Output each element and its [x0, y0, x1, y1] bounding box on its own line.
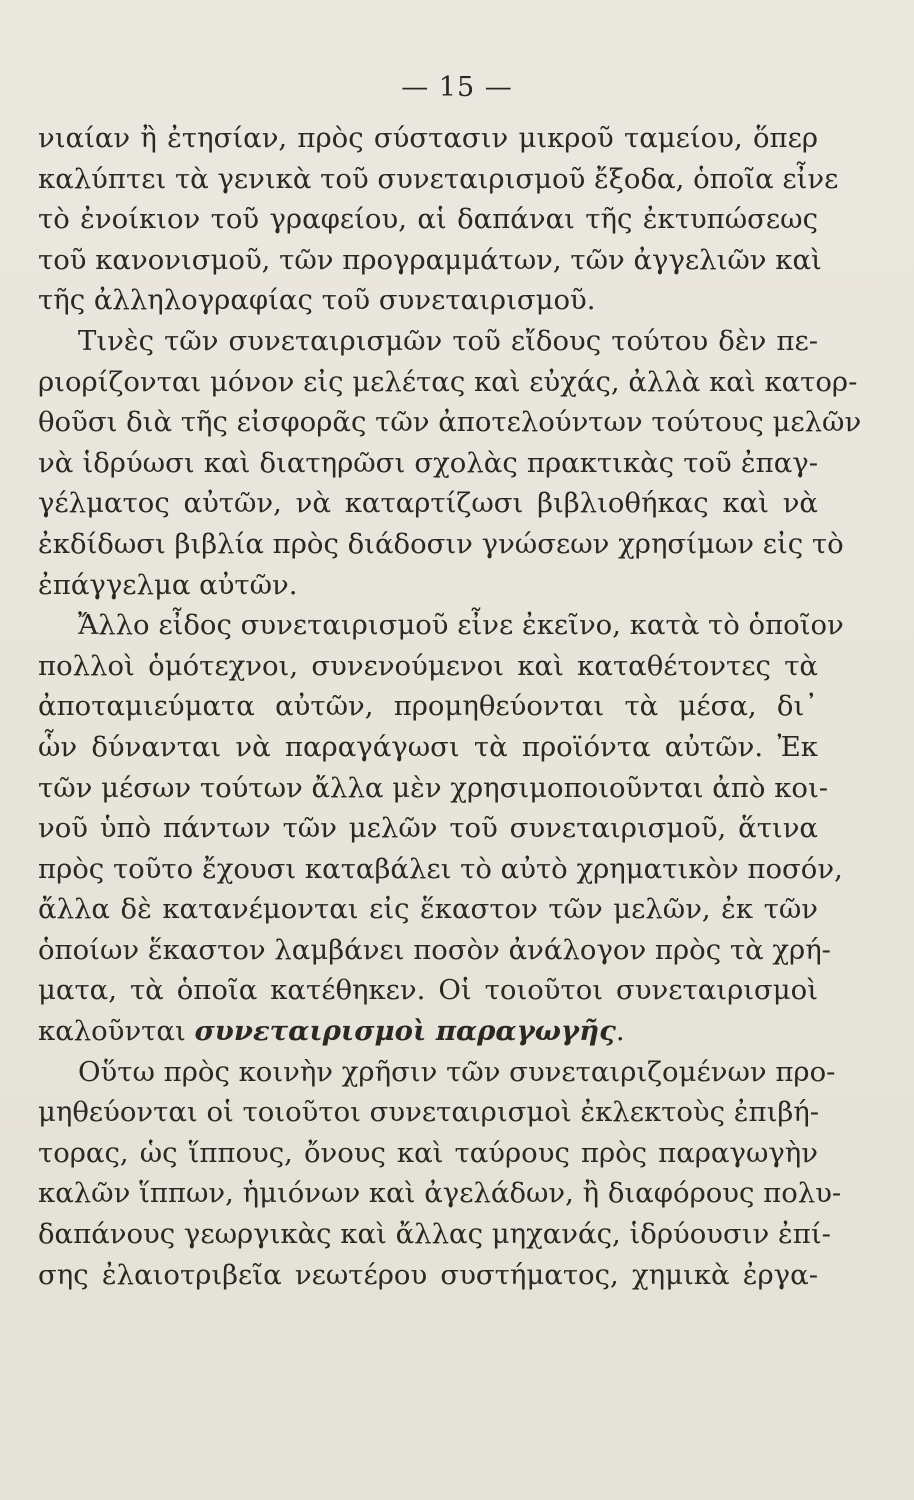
text-line: πολλοὶ ὁμότεχνοι, συνενούμενοι καὶ καταθέτοντες τὰ [38, 649, 818, 682]
text-line: καλύπτει τὰ γενικὰ τοῦ συνεταιρισμοῦ ἔξοδα, ὁποῖα εἶνε [38, 162, 839, 195]
text-line: σης ἐλαιοτριβεῖα νεωτέρου συστήματος, χημικὰ ἐργα- [38, 1258, 818, 1291]
text-line: θοῦσι διὰ τῆς εἰσφορᾶς τῶν ἀποτελούντων τούτους μελῶν [38, 406, 862, 439]
text-line: γέλματος αὐτῶν, νὰ καταρτίζωσι βιβλιοθήκας καὶ νὰ [38, 487, 818, 520]
text-line: νοῦ ὑπὸ πάντων τῶν μελῶν τοῦ συνεταιρισμοῦ, ἅτινα [38, 812, 818, 845]
text-line: ἐπάγγελμα αὐτῶν. [38, 568, 298, 601]
text-line: τὸ ἐνοίκιον τοῦ γραφείου, αἱ δαπάναι τῆς ἐκτυπώσεως [38, 203, 818, 236]
text-line: πρὸς τοῦτο ἔχουσι καταβάλει τὸ αὐτὸ χρηματικὸν ποσόν, [38, 852, 843, 885]
text-line: τορας, ὡς ἵππους, ὄνους καὶ ταύρους πρὸς παραγωγὴν [38, 1136, 818, 1169]
text-line: δαπάνους γεωργικὰς καὶ ἄλλας μηχανάς, ἱδρύουσιν ἐπί- [38, 1218, 831, 1251]
text-line: ὁποίων ἕκαστον λαμβάνει ποσὸν ἀνάλογον πρὸς τὰ χρή- [38, 933, 831, 966]
text-line: Οὕτω πρὸς κοινὴν χρῆσιν τῶν συνεταιριζομένων προ- [78, 1055, 836, 1088]
text-line: ἀποταμιεύματα αὐτῶν, προμηθεύονται τὰ μέσα, δι᾽ [38, 690, 818, 723]
text-line: τοῦ κανονισμοῦ, τῶν προγραμμάτων, τῶν ἀγγελιῶν καὶ [38, 243, 822, 276]
text-line: ἐκδίδωσι βιβλία πρὸς διάδοσιν γνώσεων χρησίμων εἰς τὸ [38, 527, 844, 560]
page-number: — 15 — [401, 72, 513, 103]
emphasized-term: συνεταιρισμοὶ παραγωγῆς [194, 1015, 616, 1048]
text-line: τῆς ἀλληλογραφίας τοῦ συνεταιρισμοῦ. [38, 284, 596, 317]
text-line: ὧν δύνανται νὰ παραγάγωσι τὰ προϊόντα αὐτῶν. Ἐκ [38, 730, 818, 763]
text-line: Ἄλλο εἶδος συνεταιρισμοῦ εἶνε ἐκεῖνο, κατὰ τὸ ὁποῖον [78, 609, 844, 642]
text-line: τῶν μέσων τούτων ἄλλα μὲν χρησιμοποιοῦνται ἀπὸ κοι- [38, 771, 829, 804]
text-line: ριορίζονται μόνον εἰς μελέτας καὶ εὐχάς, ἀλλὰ καὶ κατορ- [38, 365, 858, 398]
text-line: νὰ ἱδρύωσι καὶ διατηρῶσι σχολὰς πρακτικὰς τοῦ ἐπαγ- [38, 446, 818, 479]
line-lead-text: καλοῦνται [38, 1015, 186, 1048]
text-line: ματα, τὰ ὁποῖα κατέθηκεν. Οἱ τοιοῦτοι συνεταιρισμοὶ [38, 974, 818, 1007]
text-line: καλῶν ἵππων, ἡμιόνων καὶ ἀγελάδων, ἢ διαφόρους πολυ- [38, 1177, 842, 1210]
text-line: μηθεύονται οἱ τοιοῦτοι συνεταιρισμοὶ ἐκλεκτοὺς ἐπιβή- [38, 1096, 820, 1129]
body-text [38, 118, 862, 1295]
text-line-emphasis [38, 1011, 818, 1052]
text-line: νιαίαν ἢ ἐτησίαν, πρὸς σύστασιν μικροῦ ταμείου, ὅπερ [38, 122, 818, 154]
text-line: Τινὲς τῶν συνεταιρισμῶν τοῦ εἴδους τούτου δὲν πε- [78, 324, 818, 357]
text-line: ἄλλα δὲ κατανέμονται εἰς ἕκαστον τῶν μελῶν, ἐκ τῶν [38, 893, 818, 926]
line-tail-text: . [615, 1015, 625, 1048]
